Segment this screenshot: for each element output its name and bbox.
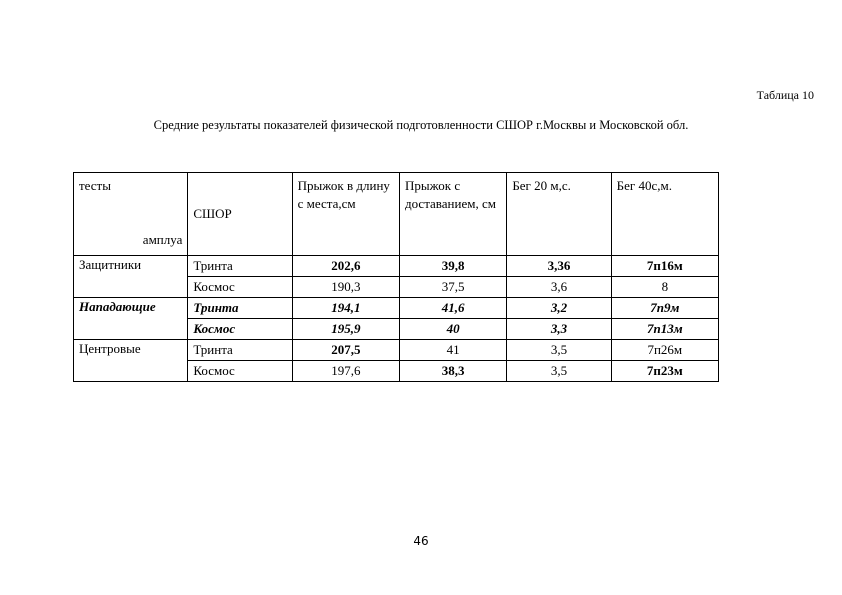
header-run-20m: Бег 20 м,с. — [507, 173, 611, 256]
run-40s-value: 7п26м — [611, 340, 718, 361]
header-reach-jump: Прыжок с доставанием, см — [399, 173, 506, 256]
long-jump-value: 207,5 — [292, 340, 399, 361]
run-20m-value: 3,2 — [507, 298, 611, 319]
run-40s-value: 7п9м — [611, 298, 718, 319]
school-cell: Космос — [188, 277, 292, 298]
results-table — [73, 172, 719, 382]
run-40s-value: 7п23м — [611, 361, 718, 382]
page-number: 46 — [413, 534, 429, 548]
run-40s-value: 7п16м — [611, 256, 718, 277]
run-40s-value: 8 — [611, 277, 718, 298]
table-row — [74, 298, 719, 319]
table-row — [74, 256, 719, 277]
run-20m-value: 3,6 — [507, 277, 611, 298]
run-40s-value: 7п13м — [611, 319, 718, 340]
table-header-row — [74, 173, 719, 256]
reach-jump-value: 39,8 — [399, 256, 506, 277]
run-20m-value: 3,3 — [507, 319, 611, 340]
header-run-40s: Бег 40с,м. — [611, 173, 718, 256]
table-number-label: Таблица 10 — [756, 88, 814, 102]
reach-jump-value: 37,5 — [399, 277, 506, 298]
run-20m-value: 3,5 — [507, 340, 611, 361]
group-centers: Центровые — [74, 340, 188, 382]
school-cell: Тринта — [188, 298, 292, 319]
header-long-jump: Прыжок в длину с места,см — [292, 173, 399, 256]
table-row — [74, 340, 719, 361]
school-cell: Космос — [188, 319, 292, 340]
school-cell: Тринта — [188, 256, 292, 277]
reach-jump-value: 38,3 — [399, 361, 506, 382]
table-caption: Средние результаты показателей физической подготовленности СШОР г.Москвы и Московской обл. — [153, 118, 689, 132]
reach-jump-value: 41 — [399, 340, 506, 361]
group-defenders: Защитники — [74, 256, 188, 298]
header-role: амплуа — [142, 232, 183, 247]
school-cell: Космос — [188, 361, 292, 382]
school-cell: Тринта — [188, 340, 292, 361]
long-jump-value: 190,3 — [292, 277, 399, 298]
reach-jump-value: 40 — [399, 319, 506, 340]
header-school: СШОР — [188, 173, 292, 256]
long-jump-value: 202,6 — [292, 256, 399, 277]
long-jump-value: 197,6 — [292, 361, 399, 382]
reach-jump-value: 41,6 — [399, 298, 506, 319]
header-tests-role-cell — [74, 173, 188, 256]
long-jump-value: 194,1 — [292, 298, 399, 319]
header-tests: тесты — [79, 178, 111, 193]
group-forwards: Нападающие — [74, 298, 188, 340]
run-20m-value: 3,36 — [507, 256, 611, 277]
run-20m-value: 3,5 — [507, 361, 611, 382]
long-jump-value: 195,9 — [292, 319, 399, 340]
